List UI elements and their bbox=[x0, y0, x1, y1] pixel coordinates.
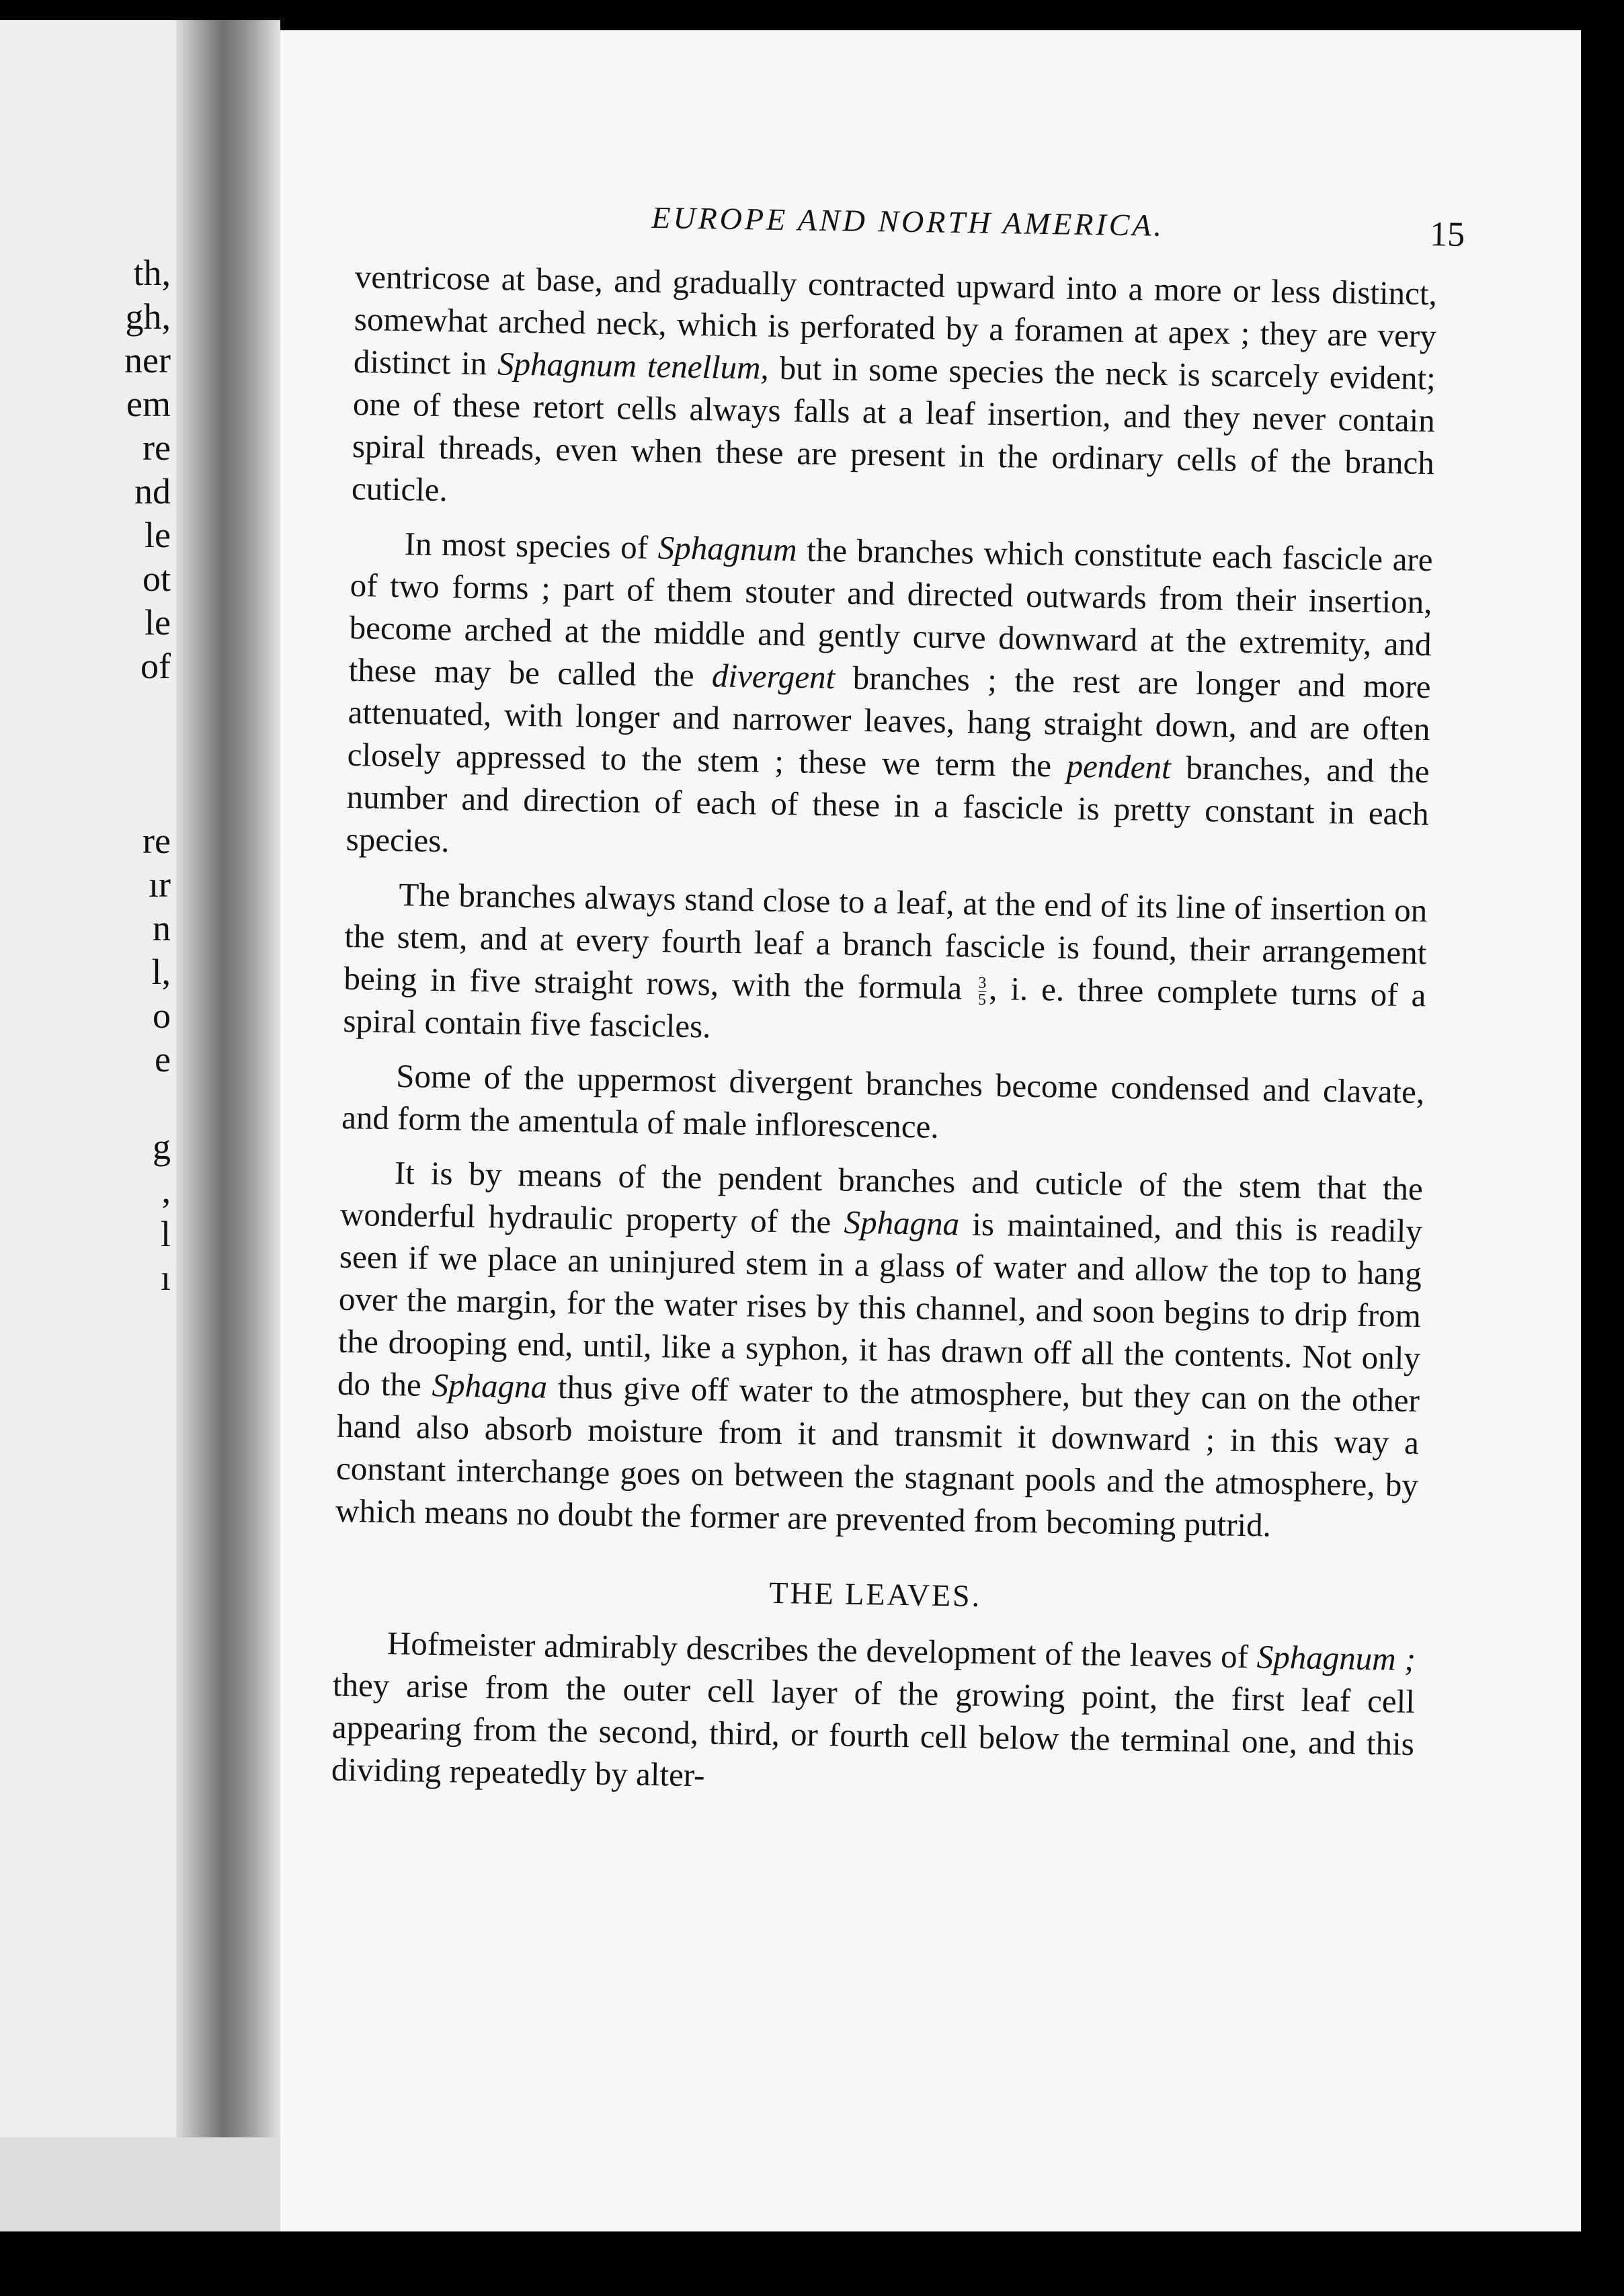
italic-genus-name: Sphagnum bbox=[657, 529, 798, 569]
fraction-denominator: 5 bbox=[977, 991, 987, 1010]
fragment: gh, bbox=[125, 296, 171, 337]
fragment: n bbox=[153, 908, 171, 948]
text-run: but in some species the neck is scarcely evident; one of these retort cells always falls at a leaf insertion, and they never contain spiral threads, even when these are present in the ordinary cells of the branch cuticle. bbox=[351, 349, 1436, 509]
facing-page-bottom bbox=[0, 2137, 280, 2231]
fragment: o bbox=[153, 995, 171, 1036]
paragraph-hydraulic-property bbox=[335, 1151, 1424, 1549]
italic-species-name: Sphagnum tenellum, bbox=[497, 345, 770, 386]
fragment: th, bbox=[133, 253, 171, 293]
fragment: of bbox=[140, 646, 171, 686]
fragment: g bbox=[153, 1126, 171, 1167]
section-heading: THE LEAVES. bbox=[768, 1575, 982, 1613]
book-gutter-shadow bbox=[176, 20, 280, 2137]
page-content bbox=[331, 188, 1465, 1807]
text-run: In most species of bbox=[404, 525, 659, 567]
italic-genus-name: Sphagnum ; bbox=[1256, 1638, 1416, 1678]
running-head-title: EUROPE AND NORTH AMERICA. bbox=[651, 200, 1165, 243]
italic-genus-name: Sphagna bbox=[844, 1203, 960, 1243]
text-run: is maintained, and this is readily seen if we place an uninjured stem in a glass of water and allow the top to hang over the margin, for the water rises by this channel, and soon begins to drip from the drooping end, until, like a syphon, it has drawn off all the contents. Not only do the bbox=[337, 1205, 1423, 1403]
fragment: e bbox=[155, 1039, 171, 1079]
fragment: , bbox=[161, 1170, 171, 1211]
page-number: 15 bbox=[1429, 215, 1465, 254]
fragment: le bbox=[145, 515, 171, 555]
fragment: em bbox=[126, 384, 171, 424]
fragment: ı bbox=[160, 1258, 171, 1298]
text-run: they arise from the outer cell layer of the growing point, the first leaf cell appearing from the second, third, or fourth cell below the terminal one, and this dividing repeatedly by alter- bbox=[331, 1666, 1416, 1794]
paragraph-retort-cells bbox=[351, 255, 1437, 526]
scan-right-border bbox=[1581, 0, 1624, 2296]
fragment: re bbox=[143, 821, 171, 861]
fragment: ner bbox=[124, 340, 171, 380]
italic-term: divergent bbox=[711, 657, 836, 696]
text-run: Hofmeister admirably describes the development of the leaves of bbox=[387, 1624, 1258, 1676]
fragment: re bbox=[143, 427, 171, 468]
fragment: ır bbox=[149, 864, 171, 905]
paragraph-leaf-development bbox=[331, 1621, 1416, 1807]
fragment: ot bbox=[142, 559, 171, 599]
fragment: l bbox=[160, 1214, 171, 1254]
paragraph-branch-forms bbox=[346, 522, 1433, 877]
text-run: , i. e. three complete turns of a spiral contain five fascicles. bbox=[343, 969, 1426, 1045]
facing-page bbox=[0, 20, 176, 2137]
text-run: thus give off water to the atmosphere, but they can on the other hand also absorb moisture from it and transmit it downward ; in this way a constant interchange goes on between the stagnant pools and the atmosphere, by which means no doubt the former are prevented from becoming putrid. bbox=[335, 1368, 1420, 1544]
fraction-numerator: 3 bbox=[978, 974, 987, 993]
text-run: the branches which constitute each fascicle are of two forms ; part of them stouter and directed outwards from their insertion, become arched at the middle and gently curve downward at the extremity, and these may be called the bbox=[348, 531, 1433, 694]
fraction bbox=[978, 975, 987, 1008]
fragment: nd bbox=[134, 471, 171, 511]
italic-genus-name: Sphagna bbox=[432, 1366, 548, 1405]
paragraph-amentula: Some of the uppermost divergent branches become condensed and clavate, and form the amentula of male inflorescence. bbox=[341, 1057, 1425, 1145]
text-run: The branches always stand close to a leaf, at the end of its line of insertion on the stem, and at every fourth leaf a branch fascicle is found, their arrangement being in five straight rows, with the formula bbox=[343, 876, 1428, 1007]
facing-page-text-fragments bbox=[0, 20, 176, 2137]
text-run: branches, and the number and direction of each of these in a fascicle is pretty constant in each species. bbox=[346, 749, 1430, 860]
text-run: branches ; the rest are longer and more attenuated, with longer and narrower leaves, hang straight down, and are often closely appressed to the stem ; these we term the bbox=[347, 659, 1431, 784]
italic-term: pendent bbox=[1066, 747, 1172, 786]
text-run: It is by means of the pendent branches and cuticle of the stem that the wonderful hydraulic property of the bbox=[339, 1154, 1424, 1241]
fragment: l, bbox=[151, 952, 171, 992]
scan-bottom-border bbox=[0, 2231, 1624, 2296]
text-run: ventricose at base, and gradually contracted upward into a more or less distinct, somewhat arched neck, which is perforated by a foramen at apex ; they are very distinct in bbox=[353, 257, 1438, 382]
paragraph-branch-arrangement bbox=[343, 872, 1428, 1059]
fragment: le bbox=[145, 602, 171, 643]
